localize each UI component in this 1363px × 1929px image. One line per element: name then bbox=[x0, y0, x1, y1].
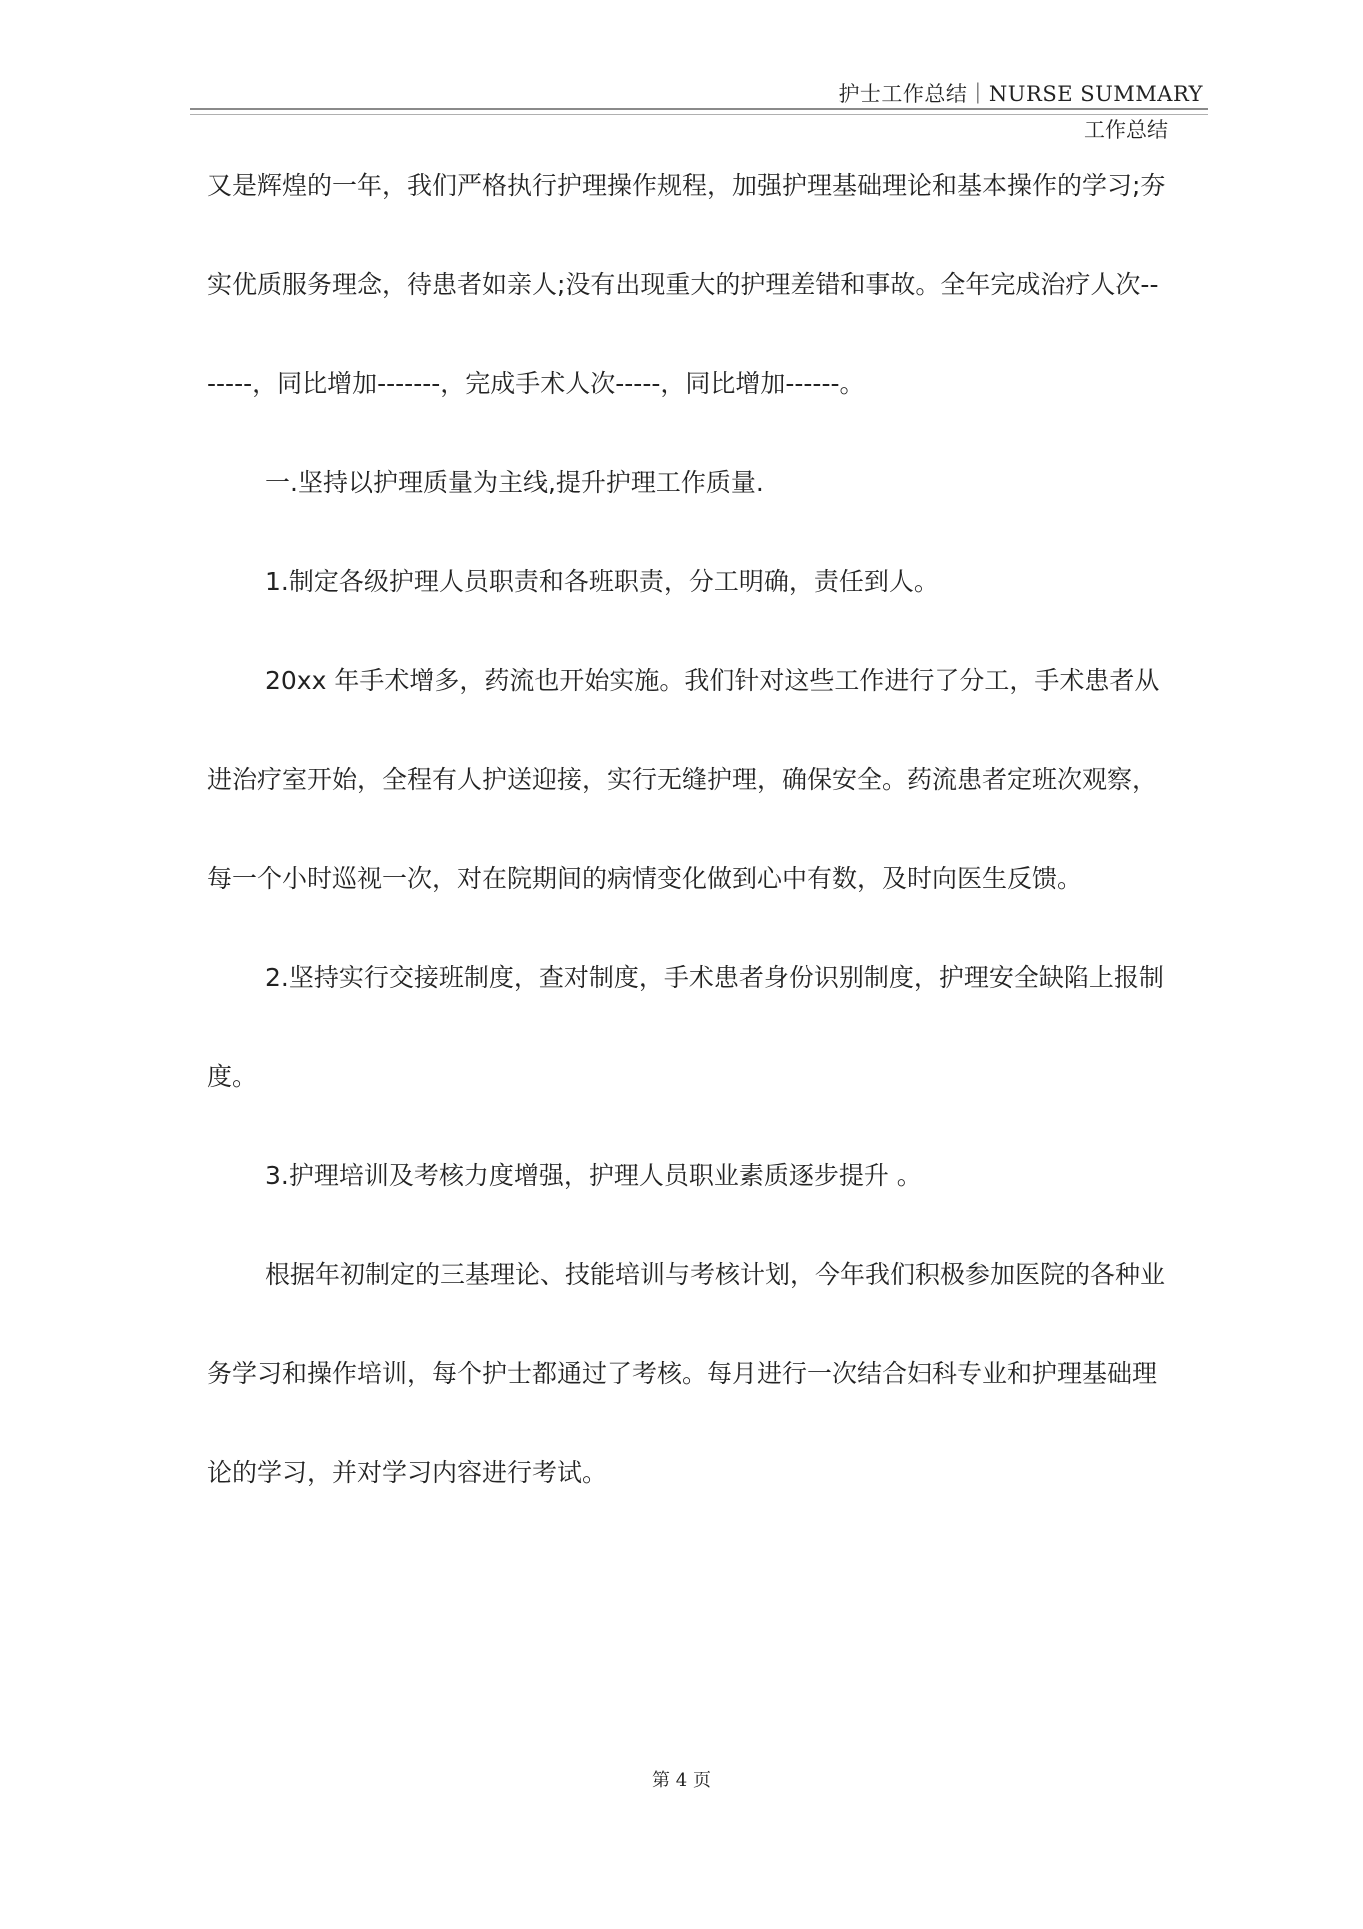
paragraph-surgery: 20xx 年手术增多，药流也开始实施。我们针对这些工作进行了分工，手术患者从进治疗室开始，全程有人护送迎接，实行无缝护理，确保安全。药流患者定班次观察，每一个小时巡视一次，对在院期间的病情变化做到心中有数，及时向医生反馈。 bbox=[207, 666, 1160, 893]
header-divider-thin bbox=[190, 114, 1208, 115]
paragraph-training: 根据年初制定的三基理论、技能培训与考核计划，今年我们积极参加医院的各种业务学习和操作培训，每个护士都通过了考核。每月进行一次结合妇科专业和护理基础理论的学习，并对学习内容进行考试。 bbox=[207, 1260, 1166, 1487]
paragraph-item-2: 2.坚持实行交接班制度，查对制度，手术患者身份识别制度，护理安全缺陷上报制度。 bbox=[207, 963, 1164, 1091]
header-divider bbox=[190, 108, 1208, 110]
paragraph-item-3: 3.护理培训及考核力度增强，护理人员职业素质逐步提升 。 bbox=[265, 1161, 922, 1190]
page-number: 第 4 页 bbox=[652, 1770, 711, 1791]
paragraph-item-1: 1.制定各级护理人员职责和各班职责，分工明确，责任到人。 bbox=[265, 567, 939, 596]
header-title: 护士工作总结｜NURSE SUMMARY bbox=[838, 82, 1203, 106]
paragraph-intro: 又是辉煌的一年，我们严格执行护理操作规程，加强护理基础理论和基本操作的学习;夯实优质服务理念，待患者如亲人;没有出现重大的护理差错和事故。全年完成治疗人次-------，同比增加-------，完成手术人次-----，同比增加------。 bbox=[207, 171, 1166, 398]
section-heading: 一.坚持以护理质量为主线,提升护理工作质量. bbox=[265, 468, 764, 497]
header-subtitle: 工作总结 bbox=[1084, 118, 1168, 142]
document-body bbox=[207, 136, 1167, 1522]
